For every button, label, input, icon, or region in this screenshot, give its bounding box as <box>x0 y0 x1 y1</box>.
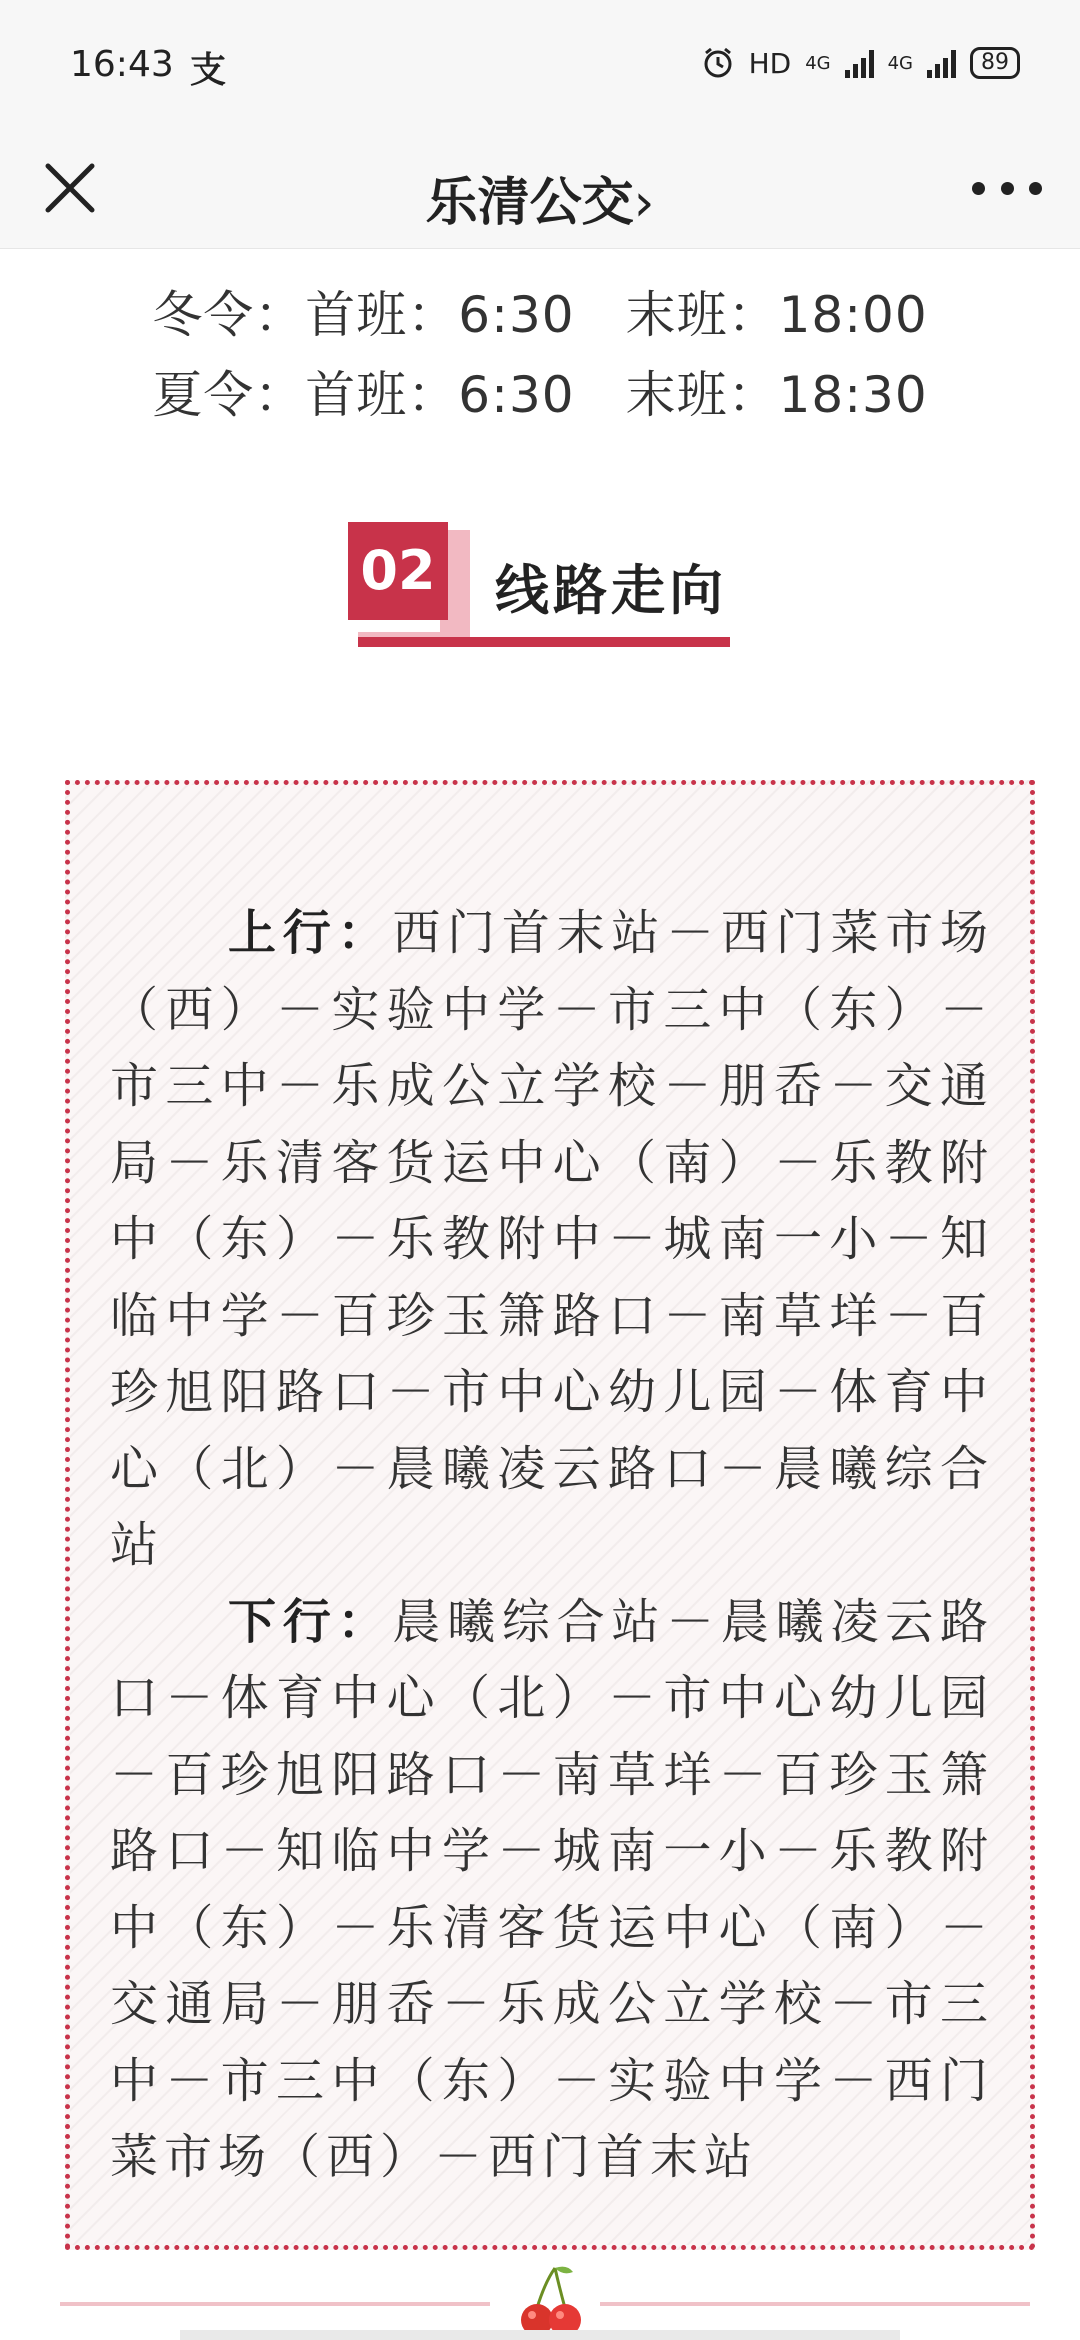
network-type-icon: 4G <box>805 52 831 74</box>
cherry-icon <box>515 2262 585 2340</box>
schedule-winter: 冬令：首班：6:30 末班：18:00 <box>152 286 928 344</box>
status-time: 16:43 <box>70 44 174 85</box>
footer-divider-left <box>60 2302 490 2306</box>
bottom-strip <box>180 2330 900 2340</box>
route-box <box>65 780 1035 2250</box>
alarm-icon <box>701 46 735 80</box>
chevron-right-icon: › <box>633 173 655 233</box>
more-options-icon[interactable] <box>972 168 1042 208</box>
signal-icon <box>845 48 874 78</box>
alipay-icon: 支 <box>190 50 227 91</box>
route-text <box>110 895 994 2196</box>
page-title-text: 乐清公交 <box>425 173 634 233</box>
route-up-stops: 西门首末站－西门菜市场（西）－实验中学－市三中（东）－市三中－乐成公立学校－朋岙－交通局－乐清客货运中心（南）－乐教附中（东）－乐教附中－城南一小－知临中学－百珍玉箫路口－南草垟－百珍旭阳路口－市中心幼儿园－体育中心（北）－晨曦凌云路口－晨曦综合站 <box>110 905 994 1573</box>
status-icons <box>701 46 1020 80</box>
route-up-label: 上行： <box>228 905 393 961</box>
section-underline <box>358 637 730 647</box>
route-down-stops: 晨曦综合站－晨曦凌云路口－体育中心（北）－市中心幼儿园－百珍旭阳路口－南草垟－百珍玉箫路口－知临中学－城南一小－乐教附中（东）－乐清客货运中心（南）－交通局－朋岙－乐成公立学校－市三中－市三中（东）－实验中学－西门菜市场（西）－西门首末站 <box>110 1593 994 2185</box>
status-bar <box>0 0 1080 130</box>
hd-icon: HD <box>748 46 792 80</box>
schedule-summer: 夏令：首班：6:30 末班：18:30 <box>152 366 928 424</box>
route-up <box>110 895 994 1584</box>
page-title[interactable] <box>0 160 1080 235</box>
route-down-label: 下行： <box>228 1593 393 1650</box>
section-title: 线路走向 <box>495 559 727 622</box>
nav-bar <box>0 130 1080 249</box>
section-number: 02 <box>348 522 448 620</box>
route-down <box>110 1584 994 2196</box>
network-type-icon-2: 4G <box>887 52 913 74</box>
signal-icon-2 <box>927 48 956 78</box>
battery-icon: 89 <box>970 47 1020 79</box>
footer-divider-right <box>600 2302 1030 2306</box>
